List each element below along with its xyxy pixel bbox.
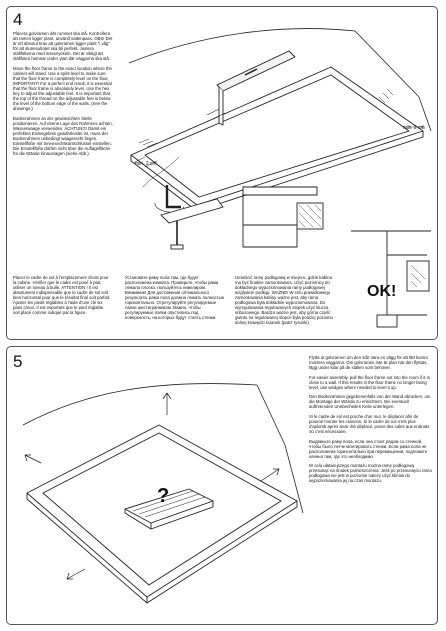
text-ru: Выдвиньте раму пола, если она стоит рядом со стенкой, чтобы было легче монтировать стенки. Если рама пола не расположена горизонтально при перемещении, подложите клинья там, где это необходимо. — [309, 438, 428, 459]
dimension-left: min. 2 cm. — [135, 161, 159, 167]
text-de: Bodenrahmen an der gewünschten Stelle positionieren. Auf ebene Lage des Rahmens achten, Wasserwaage verwenden. ACHTUNG! Damit ein perfektes Endergebnis gewährleistet ist, muss der Bodenrahmen unbedingt waagerecht liegen. Einstellfüße mit Innensechskantschlüssel einstellen. Die Einstellfüße dürfen nicht über die Auflagefläche für die Wände hinausragen (siehe Abb.). — [13, 115, 113, 157]
text-en: For easier assembly, pull the floor frame out into the room if it is close to a wall. If this results in the floor frame no longer being level, use wedges where needed to level it up. — [309, 374, 430, 390]
text-pl: W celu ułatwiejszego montażu można ramę podłogową przesunąć na środek pomieszczenia. Jeśli po przesunięciu rama podłogowa nie jest w poziomie należy użyć klinów do wypoziomowania jej na czas montażu. — [309, 463, 432, 484]
text-en: Move the floor frame to the exact location where the cabinet will stand. Use a spirit level to make sure that the floor frame is completely level on the floor, IMPORTANT! For a perfect end result, it is essential that the floor frame is absolutely level. Use the hex key to adjust the adjustable feet. It is important that the top of the thread on the adjustable feet is below the level of the bottom edge of the walls. (See the drawings.) — [13, 65, 112, 112]
question-mark: ? — [157, 485, 170, 507]
text-de: Den Bodenrahmen gegebenenfalls von der Wand abrücken, um die Montage der Wände zu erleichtern. Bei eventuell auftretenden Unebenheiten Keile unterlegen. — [309, 394, 431, 410]
wall-section-illustration — [237, 183, 337, 255]
step-5-text — [309, 355, 433, 488]
hex-key-foot-illustration — [147, 181, 225, 257]
text-sv: Placera golvramen där rummet ska stå. Kontrollera att ramen ligger plant, använd vattenpass. OBS! Det är ett absolut krav att golvramen ligger plant "i våg" för att slutresultatet ska bli perfekt. Justera ställfötterna med insexnyckeln. Det är viktigt att ställfoten hamnar under ytan där väggarna ska stå. — [13, 31, 113, 62]
step-number: 4 — [13, 10, 23, 29]
text-fr: Si le cadre de sol est proche d'un mur, le déplacer afin de pouvoir monter les cloisons. Si le cadre de sol n'est plus d'aplomb après avoir été déplacé, poser des cales aux endroits où c'est nécessaire. — [309, 413, 430, 435]
step-4-panel — [6, 6, 438, 340]
foot-detail-ok-illustration — [347, 227, 435, 337]
text-ru: Установите раму пола там, где будет расположена комната. Проверьте, чтобы рама лежала плоско, пользуйтесь нивелиром. Внимание! Для достижения оптимального результата, рама пола должна лежать полностью горизонтально. Отрегулируйте регулируемые лапки шестигранником. Важно, чтобы регулируемые лапки опустились под поверхность, на которых будут стоять стенки. — [125, 275, 225, 321]
text-sv: Flytta ut golvramen om den står nära en vägg för att lätt kunna montera väggarna. Om golvramen inte är plan när den flyttats, lägg under kilar på de ställen som behöver. — [309, 355, 428, 371]
step-5-panel — [6, 346, 438, 625]
text-pl: Umieścić ramę podłogową w miejscu, gdzie kabina ma być finalnie zamontowana. Użyć poziomicy do dokładnego wypoziomowania ramy podłogowej względem podłogi. WAŻNE! W celu prawidłowego zamontowania kabiny ważne jest, aby rama podłogowa była dokładnie wypoziomowana. Do wyregulowania regulowanych stopek użyć klucza imbusowego. Bardzo ważne jest, aby górna część gwintu na regulowanej stopce była poniżej poziomu dolnej krawędzi ścianek (patrz rysunki). — [235, 275, 333, 326]
step-number: 5 — [13, 352, 23, 371]
step-4-text-left — [13, 31, 113, 161]
dimension-right: min. 2 cm — [403, 125, 425, 131]
text-fr: Placer le cadre de sol à l'emplacement choisi pour la cabine. Vérifier que le cadre est posé à plat, utiliser un niveau à bulle. ATTENTION ! Il est absolument indispensable que le cadre de sol soit bien horizontal pour que le résultat final soit parfait. Ajuster les pieds réglables à l'aide d'une clé six pans creux. Il est important que le pied réglable soit placé comme indiqué par la figure. — [13, 275, 111, 316]
floor-frame-illustration — [119, 27, 435, 207]
ok-label: OK! — [367, 283, 397, 300]
